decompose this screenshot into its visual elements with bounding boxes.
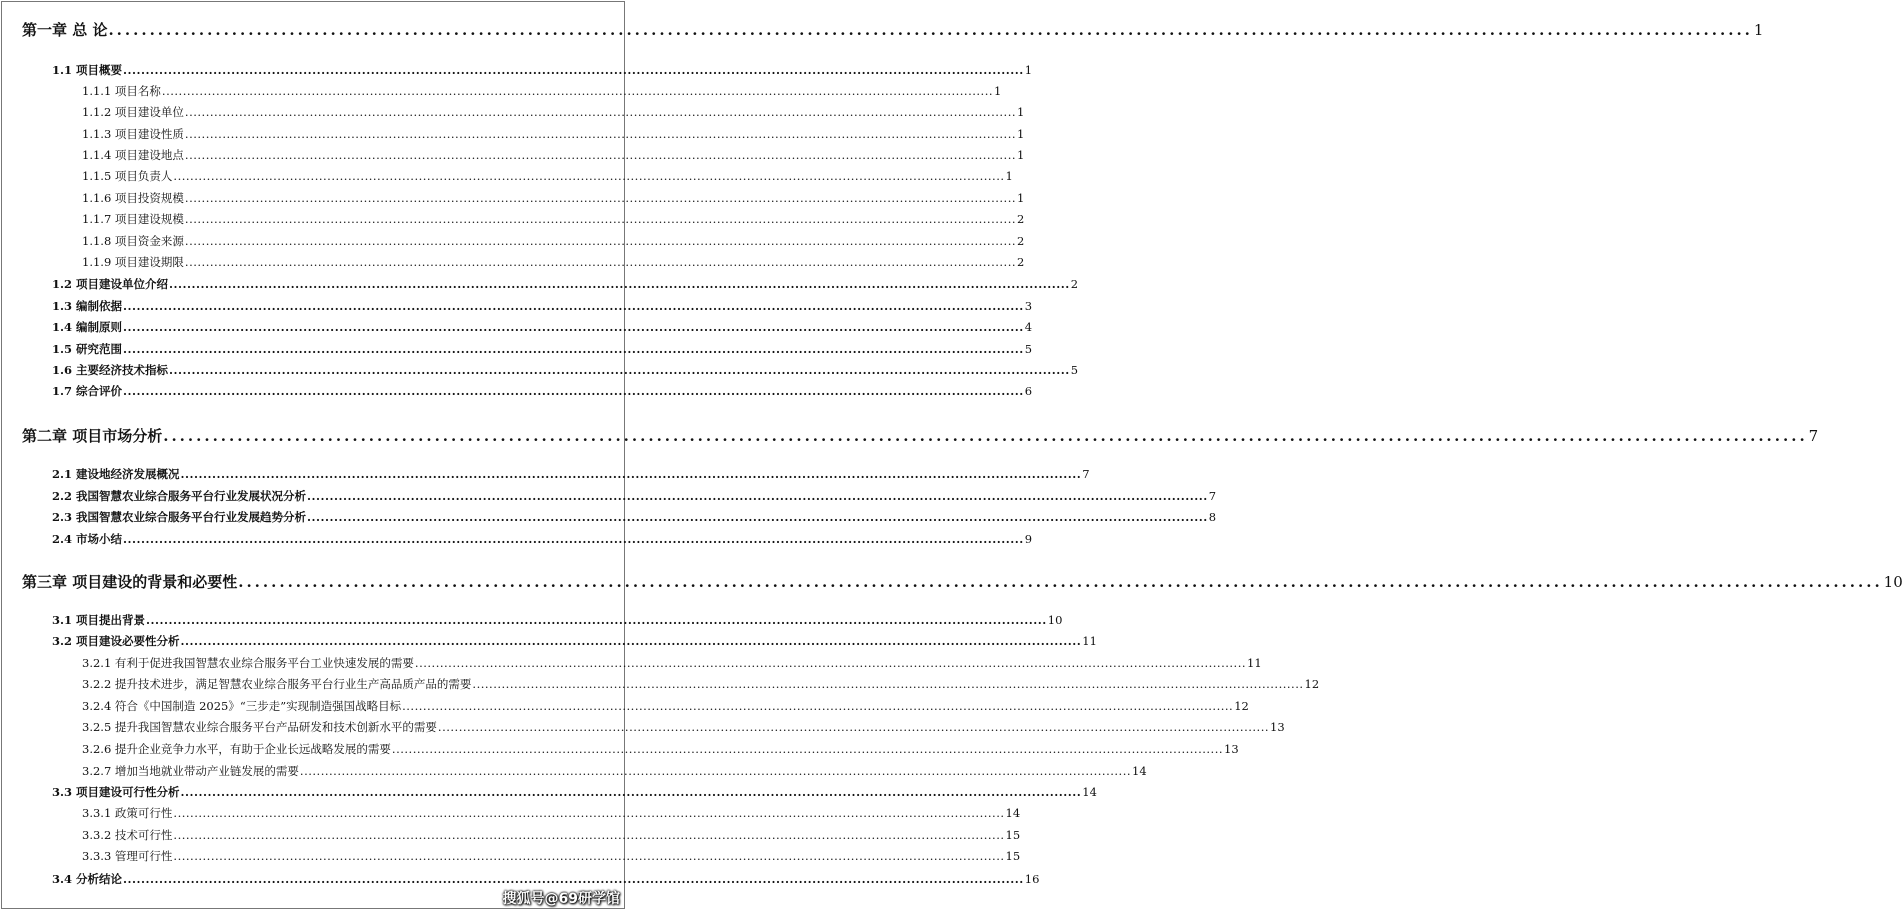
toc-entry-title: 1.4 编制原则 xyxy=(52,320,123,334)
toc-section[interactable] xyxy=(52,384,1033,398)
toc-section[interactable] xyxy=(52,467,1090,481)
toc-entry-title: 1.1.2 项目建设单位 xyxy=(82,105,184,119)
toc-entry-title: 3.1 项目提出背景 xyxy=(52,613,146,627)
toc-subsection[interactable] xyxy=(82,720,1285,734)
toc-page-number: 15 xyxy=(1005,849,1021,863)
toc-page-number: 14 xyxy=(1132,764,1147,778)
dot-leader: ........................................................................................................................................................................................................ xyxy=(184,191,1017,205)
dot-leader: ........................................................................................................................................................................................................ xyxy=(173,169,1005,183)
toc-section[interactable] xyxy=(52,510,1217,524)
toc-entry-title: 3.2.2 提升技术进步，满足智慧农业综合服务平台行业生产高品质产品的需要 xyxy=(82,677,472,691)
dot-leader: ........................................................................................................................................................................................................ xyxy=(169,363,1070,377)
toc-entry-title: 3.2.1 有利于促进我国智慧农业综合服务平台工业快速发展的需要 xyxy=(82,656,414,670)
toc-section[interactable] xyxy=(52,277,1079,291)
toc-entry-title: 3.2.5 提升我国智慧农业综合服务平台产品研发和技术创新水平的需要 xyxy=(82,720,437,734)
toc-subsection[interactable] xyxy=(82,255,1025,269)
toc-page-number: 1 xyxy=(1017,105,1025,119)
dot-leader: ........................................................................................................................................................................................................ xyxy=(169,277,1070,291)
dot-leader: ........................................................................................................................................................................................................ xyxy=(184,105,1017,119)
toc-entry-title: 3.2.6 提升企业竞争力水平，有助于企业长远战略发展的需要 xyxy=(82,742,391,756)
toc-page-number: 2 xyxy=(1017,212,1025,226)
toc-page-number: 1 xyxy=(1017,191,1025,205)
dot-leader: ........................................................................................................................................................................................................ xyxy=(307,510,1208,524)
toc-entry-title: 1.3 编制依据 xyxy=(52,299,123,313)
document-page xyxy=(1,1,1903,909)
toc-subsection[interactable] xyxy=(82,105,1025,119)
toc-page-number: 2 xyxy=(1070,277,1079,291)
dot-leader: ........................................................................................................................................................................................................ xyxy=(437,720,1270,734)
toc-entry-title: 1.1.8 项目资金来源 xyxy=(82,234,184,248)
dot-leader: ........................................................................................................................................................................................................ xyxy=(184,127,1017,141)
toc-page-number: 16 xyxy=(1024,872,1040,886)
toc-page-number: 13 xyxy=(1270,720,1285,734)
dot-leader: ........................................................................................................................................................................................................ xyxy=(299,764,1132,778)
toc-page-number: 5 xyxy=(1070,363,1079,377)
toc-page-number: 2 xyxy=(1017,234,1025,248)
toc-chapter[interactable] xyxy=(22,427,1819,445)
toc-entry-title: 3.2 项目建设必要性分析 xyxy=(52,634,180,648)
toc-section[interactable] xyxy=(52,532,1033,546)
toc-entry-title: 第三章 项目建设的背景和必要性 xyxy=(22,573,238,591)
toc-subsection[interactable] xyxy=(82,191,1025,205)
toc-page-number: 13 xyxy=(1224,742,1239,756)
toc-chapter[interactable] xyxy=(22,573,1903,591)
toc-subsection[interactable] xyxy=(82,677,1320,691)
toc-subsection[interactable] xyxy=(82,169,1013,183)
toc-entry-title: 1.7 综合评价 xyxy=(52,384,123,398)
toc-entry-title: 1.1.1 项目名称 xyxy=(82,84,161,98)
dot-leader: ........................................................................................................................................................................................................ xyxy=(108,21,1753,39)
toc-section[interactable] xyxy=(52,785,1097,799)
toc-subsection[interactable] xyxy=(82,212,1025,226)
toc-page-number: 11 xyxy=(1082,634,1097,648)
dot-leader: ........................................................................................................................................................................................................ xyxy=(180,785,1082,799)
toc-page-number: 14 xyxy=(1005,806,1021,820)
dot-leader: ........................................................................................................................................................................................................ xyxy=(163,427,1808,445)
dot-leader: ........................................................................................................................................................................................................ xyxy=(238,573,1883,591)
dot-leader: ........................................................................................................................................................................................................ xyxy=(123,532,1024,546)
toc-section[interactable] xyxy=(52,489,1217,503)
toc-entry-title: 1.1.9 项目建设期限 xyxy=(82,255,184,269)
toc-entry-title: 2.4 市场小结 xyxy=(52,532,123,546)
dot-leader: ........................................................................................................................................................................................................ xyxy=(123,320,1024,334)
toc-subsection[interactable] xyxy=(82,148,1025,162)
toc-section[interactable] xyxy=(52,299,1033,313)
dot-leader: ........................................................................................................................................................................................................ xyxy=(184,148,1017,162)
dot-leader: ........................................................................................................................................................................................................ xyxy=(123,299,1024,313)
toc-section[interactable] xyxy=(52,634,1097,648)
toc-section[interactable] xyxy=(52,342,1033,356)
toc-page-number: 1 xyxy=(1005,169,1013,183)
toc-page-number: 15 xyxy=(1005,828,1021,842)
dot-leader: ........................................................................................................................................................................................................ xyxy=(161,84,994,98)
toc-section[interactable] xyxy=(52,872,1040,886)
dot-leader: ........................................................................................................................................................................................................ xyxy=(123,342,1024,356)
toc-entry-title: 3.2.7 增加当地就业带动产业链发展的需要 xyxy=(82,764,299,778)
toc-page-number: 7 xyxy=(1082,467,1090,481)
dot-leader: ........................................................................................................................................................................................................ xyxy=(472,677,1304,691)
toc-page-number: 12 xyxy=(1304,677,1320,691)
toc-page-number: 1 xyxy=(1753,21,1764,39)
toc-entry-title: 1.1.6 项目投资规模 xyxy=(82,191,184,205)
toc-subsection[interactable] xyxy=(82,127,1025,141)
toc-page-number: 3 xyxy=(1024,299,1033,313)
dot-leader: ........................................................................................................................................................................................................ xyxy=(123,63,1024,77)
dot-leader: ........................................................................................................................................................................................................ xyxy=(184,212,1017,226)
toc-subsection[interactable] xyxy=(82,699,1249,713)
toc-entry-title: 3.2.4 符合《中国制造 2025》“三步走”实现制造强国战略目标 xyxy=(82,699,402,713)
toc-subsection[interactable] xyxy=(82,806,1021,820)
dot-leader: ........................................................................................................................................................................................................ xyxy=(180,467,1082,481)
toc-entry-title: 第一章 总 论 xyxy=(22,21,108,39)
toc-subsection[interactable] xyxy=(82,764,1147,778)
toc-entry-title: 1.1.7 项目建设规模 xyxy=(82,212,184,226)
dot-leader: ........................................................................................................................................................................................................ xyxy=(414,656,1247,670)
toc-entry-title: 3.4 分析结论 xyxy=(52,872,123,886)
toc-page-number: 12 xyxy=(1234,699,1249,713)
toc-page-number: 11 xyxy=(1247,656,1262,670)
toc-entry-title: 2.1 建设地经济发展概况 xyxy=(52,467,180,481)
toc-page-number: 9 xyxy=(1024,532,1033,546)
toc-section[interactable] xyxy=(52,363,1079,377)
dot-leader: ........................................................................................................................................................................................................ xyxy=(173,806,1005,820)
dot-leader: ........................................................................................................................................................................................................ xyxy=(402,699,1234,713)
toc-page-number: 8 xyxy=(1208,510,1217,524)
toc-subsection[interactable] xyxy=(82,84,1002,98)
toc-section[interactable] xyxy=(52,63,1033,77)
toc-entry-title: 3.3.3 管理可行性 xyxy=(82,849,173,863)
toc-page-number: 2 xyxy=(1017,255,1025,269)
dot-leader: ........................................................................................................................................................................................................ xyxy=(184,234,1017,248)
toc-entry-title: 3.3.2 技术可行性 xyxy=(82,828,173,842)
toc-entry-title: 第二章 项目市场分析 xyxy=(22,427,163,445)
toc-subsection[interactable] xyxy=(82,828,1021,842)
toc-subsection[interactable] xyxy=(82,849,1021,863)
toc-section[interactable] xyxy=(52,613,1063,627)
toc-entry-title: 1.5 研究范围 xyxy=(52,342,123,356)
toc-page-number: 1 xyxy=(1024,63,1033,77)
toc-page-number: 6 xyxy=(1024,384,1033,398)
dot-leader: ........................................................................................................................................................................................................ xyxy=(173,849,1005,863)
toc-page-number: 10 xyxy=(1047,613,1063,627)
toc-page-number: 7 xyxy=(1808,427,1819,445)
dot-leader: ........................................................................................................................................................................................................ xyxy=(184,255,1017,269)
toc-entry-title: 1.1.4 项目建设地点 xyxy=(82,148,184,162)
dot-leader: ........................................................................................................................................................................................................ xyxy=(391,742,1224,756)
toc-entry-title: 2.3 我国智慧农业综合服务平台行业发展趋势分析 xyxy=(52,510,307,524)
dot-leader: ........................................................................................................................................................................................................ xyxy=(173,828,1005,842)
toc-subsection[interactable] xyxy=(82,234,1025,248)
toc-entry-title: 1.2 项目建设单位介绍 xyxy=(52,277,169,291)
toc-entry-title: 2.2 我国智慧农业综合服务平台行业发展状况分析 xyxy=(52,489,307,503)
toc-entry-title: 1.1.3 项目建设性质 xyxy=(82,127,184,141)
toc-page-number: 1 xyxy=(994,84,1002,98)
dot-leader: ........................................................................................................................................................................................................ xyxy=(146,613,1047,627)
dot-leader: ........................................................................................................................................................................................................ xyxy=(307,489,1208,503)
toc-chapter[interactable] xyxy=(22,21,1764,39)
toc-entry-title: 1.6 主要经济技术指标 xyxy=(52,363,169,377)
toc-page-number: 14 xyxy=(1082,785,1097,799)
toc-entry-title: 3.3 项目建设可行性分析 xyxy=(52,785,180,799)
dot-leader: ........................................................................................................................................................................................................ xyxy=(123,384,1024,398)
toc-subsection[interactable] xyxy=(82,656,1262,670)
dot-leader: ........................................................................................................................................................................................................ xyxy=(180,634,1082,648)
toc-page-number: 1 xyxy=(1017,127,1025,141)
toc-page-number: 10 xyxy=(1883,573,1903,591)
toc-entry-title: 3.3.1 政策可行性 xyxy=(82,806,173,820)
toc-page-number: 1 xyxy=(1017,148,1025,162)
toc-entry-title: 1.1.5 项目负责人 xyxy=(82,169,173,183)
watermark: 搜狐号@69研学馆 xyxy=(502,891,620,907)
dot-leader: ........................................................................................................................................................................................................ xyxy=(123,872,1024,886)
toc-subsection[interactable] xyxy=(82,742,1239,756)
toc-page-number: 5 xyxy=(1024,342,1033,356)
toc-page-number: 7 xyxy=(1208,489,1217,503)
toc-page-number: 4 xyxy=(1024,320,1033,334)
toc-section[interactable] xyxy=(52,320,1033,334)
toc-entry-title: 1.1 项目概要 xyxy=(52,63,123,77)
